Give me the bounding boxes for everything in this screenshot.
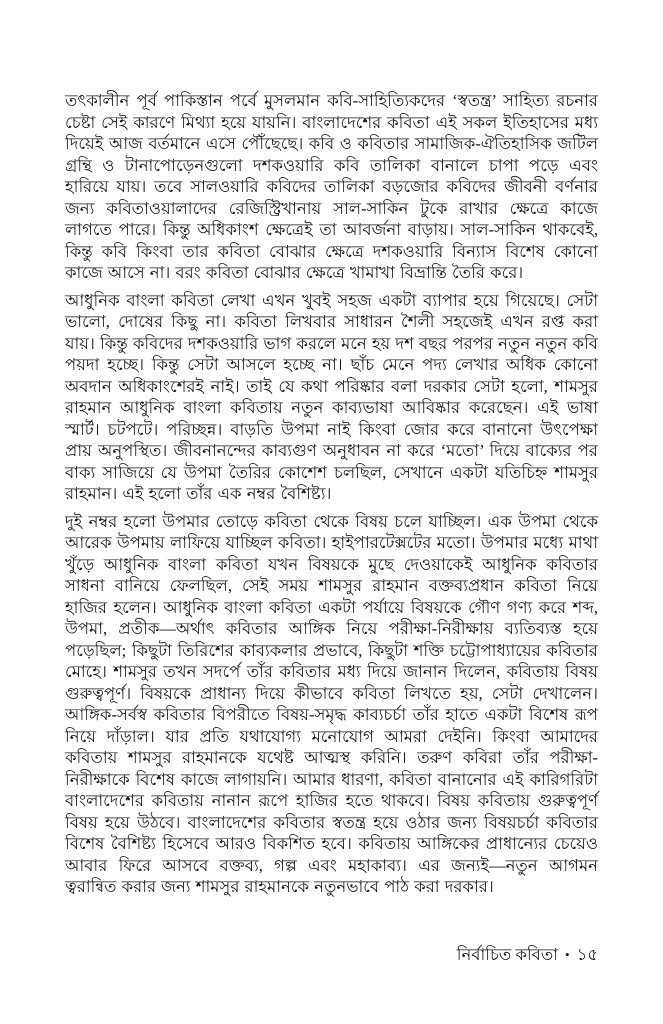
footer-page-number: ১৫ <box>576 945 598 964</box>
body-text <box>65 90 598 904</box>
footer-book-title: নির্বাচিত কবিতা <box>456 945 559 964</box>
paragraph-2: আধুনিক বাংলা কবিতা লেখা এখন খুবই সহজ একটা ব্যাপার হয়ে গিয়েছে। সেটা ভালো, দোষের কিছু না। কবিতা লিখবার সাধারন শৈলী সহজেই এখন রপ্ত করা যায়। কিন্তু কবিদের দশকওয়ারি ভাগ করলে মনে হয় দশ বছর পরপর নতুন নতুন কবি পয়দা হচ্ছে। কিন্তু সেটা আসলে হচ্ছে না। ছাঁচ মেনে পদ্য লেখার অধিক কোনো অবদান অধিকাংশেরই নাই। তাই যে কথা পরিষ্কার বলা দরকার সেটা হলো, শামসুর রাহমান আধুনিক বাংলা কবিতায় নতুন কাব্যভাষা আবিষ্কার করেছেন। এই ভাষা স্মার্ট। চটপটে। পরিচ্ছন্ন। বাড়তি উপমা নাই কিংবা জোর করে বানানো উৎপেক্ষা প্রায় অনুপস্থিত। জীবনানন্দের কাব্যগুণ অনুধাবন না করে ‘মতো’ দিয়ে বাক্যের পর বাক্য সাজিয়ে যে উপমা তৈরির কোশেশ চলছিল, সেখানে একটা যতিচিহ্ন শামসুর রাহমান। এই হলো তাঁর এক নম্বর বৈশিষ্ট্য। <box>65 290 598 503</box>
paragraph-3: দুই নম্বর হলো উপমার তোড়ে কবিতা থেকে বিষয় চলে যাচ্ছিল। এক উপমা থেকে আরেক উপমায় লাফিয়ে যাচ্ছিল কবিতা। হাইপারটেক্সটের মতো। উপমার মধ্যে মাথা খুঁড়ে আধুনিক বাংলা কবিতা যখন বিষয়কে মুছে দেওয়াকেই আধুনিক কবিতার সাধনা বানিয়ে ফেলছিল, সেই সময় শামসুর রাহমান বক্তব্যপ্রধান কবিতা নিয়ে হাজির হলেন। আধুনিক বাংলা কবিতা একটা পর্যায়ে বিষয়কে গৌণ গণ্য করে শব্দ, উপমা, প্রতীক—অর্থাৎ কবিতার আঙ্গিক নিয়ে পরীক্ষা-নিরীক্ষায় ব্যতিব্যস্ত হয়ে পড়েছিল; কিছুটা তিরিশের কাব্যকলার প্রভাবে, কিছুটা শক্তি চট্টোপাধ্যায়ের কবিতার মোহে। শামসুর তখন সদর্পে তাঁর কবিতার মধ্য দিয়ে জানান দিলেন, কবিতায় বিষয় গুরুত্বপূর্ণ। বিষয়কে প্রাধান্য দিয়ে কীভাবে কবিতা লিখতে হয়, সেটা দেখালেন। আঙ্গিক-সর্বস্ব কবিতার বিপরীতে বিষয়-সমৃদ্ধ কাব্যচর্চা তাঁর হাতে একটা বিশেষ রূপ নিয়ে দাঁড়াল। যার প্রতি যথাযোগ্য মনোযোগ আমরা দেইনি। কিংবা আমাদের কবিতায় শামসুর রাহমানকে যথেষ্ট আত্মস্থ করিনি। তরুণ কবিরা তাঁর পরীক্ষা-নিরীক্ষাকে বিশেষ কাজে লাগায়নি। আমার ধারণা, কবিতা বানানোর এই কারিগরিটা বাংলাদেশের কবিতায় নানান রূপে হাজির হতে থাকবে। বিষয় কবিতায় গুরুত্বপূর্ণ বিষয় হয়ে উঠবে। বাংলাদেশের কবিতার স্বতন্ত্র হয়ে ওঠার জন্য বিষয়চর্চা কবিতার বিশেষ বৈশিষ্ট্য হিসেবে আরও বিকশিত হবে। কবিতায় আঙ্গিকের প্রাধান্যের চেয়েও আবার ফিরে আসবে বক্তব্য, গল্প এবং মহাকাব্য। এর জন্যই—নতুন আগমন ত্বরান্বিত করার জন্য শামসুর রাহমানকে নতুনভাবে পাঠ করা দরকার। <box>65 511 598 896</box>
paragraph-1: তৎকালীন পূর্ব পাকিস্তান পর্বে মুসলমান কবি-সাহিত্যিকদের ‘স্বতন্ত্র’ সাহিত্য রচনার চেষ্টা সেই কারণে মিথ্যা হয়ে যায়নি। বাংলাদেশের কবিতা এই সকল ইতিহাসের মধ্য দিয়েই আজ বর্তমানে এসে পৌঁছেছে। কবি ও কবিতার সামাজিক-ঐতিহাসিক জটিল গ্রন্থি ও টানাপোড়েনগুলো দশকওয়ারি কবি তালিকা বানালে চাপা পড়ে এবং হারিয়ে যায়। তবে সালওয়ারি কবিদের তালিকা বড়জোর কবিদের জীবনী বর্ণনার জন্য কবিতাওয়ালাদের রেজিস্ট্রিখানায় সাল-সাকিন টুকে রাখার ক্ষেত্রে কাজে লাগতে পারে। কিন্তু অধিকাংশ ক্ষেত্রেই তা আবর্জনা বাড়ায়। সাল-সাকিন থাকবেই, কিন্তু কবি কিংবা তার কবিতা বোঝার ক্ষেত্রে দশকওয়ারি বিন্যাস বিশেষ কোনো কাজে আসে না। বরং কবিতা বোঝার ক্ষেত্রে খামাখা বিভ্রান্তি তৈরি করে। <box>65 91 598 282</box>
footer-separator-dot: • <box>565 947 570 962</box>
page-footer <box>65 944 598 965</box>
